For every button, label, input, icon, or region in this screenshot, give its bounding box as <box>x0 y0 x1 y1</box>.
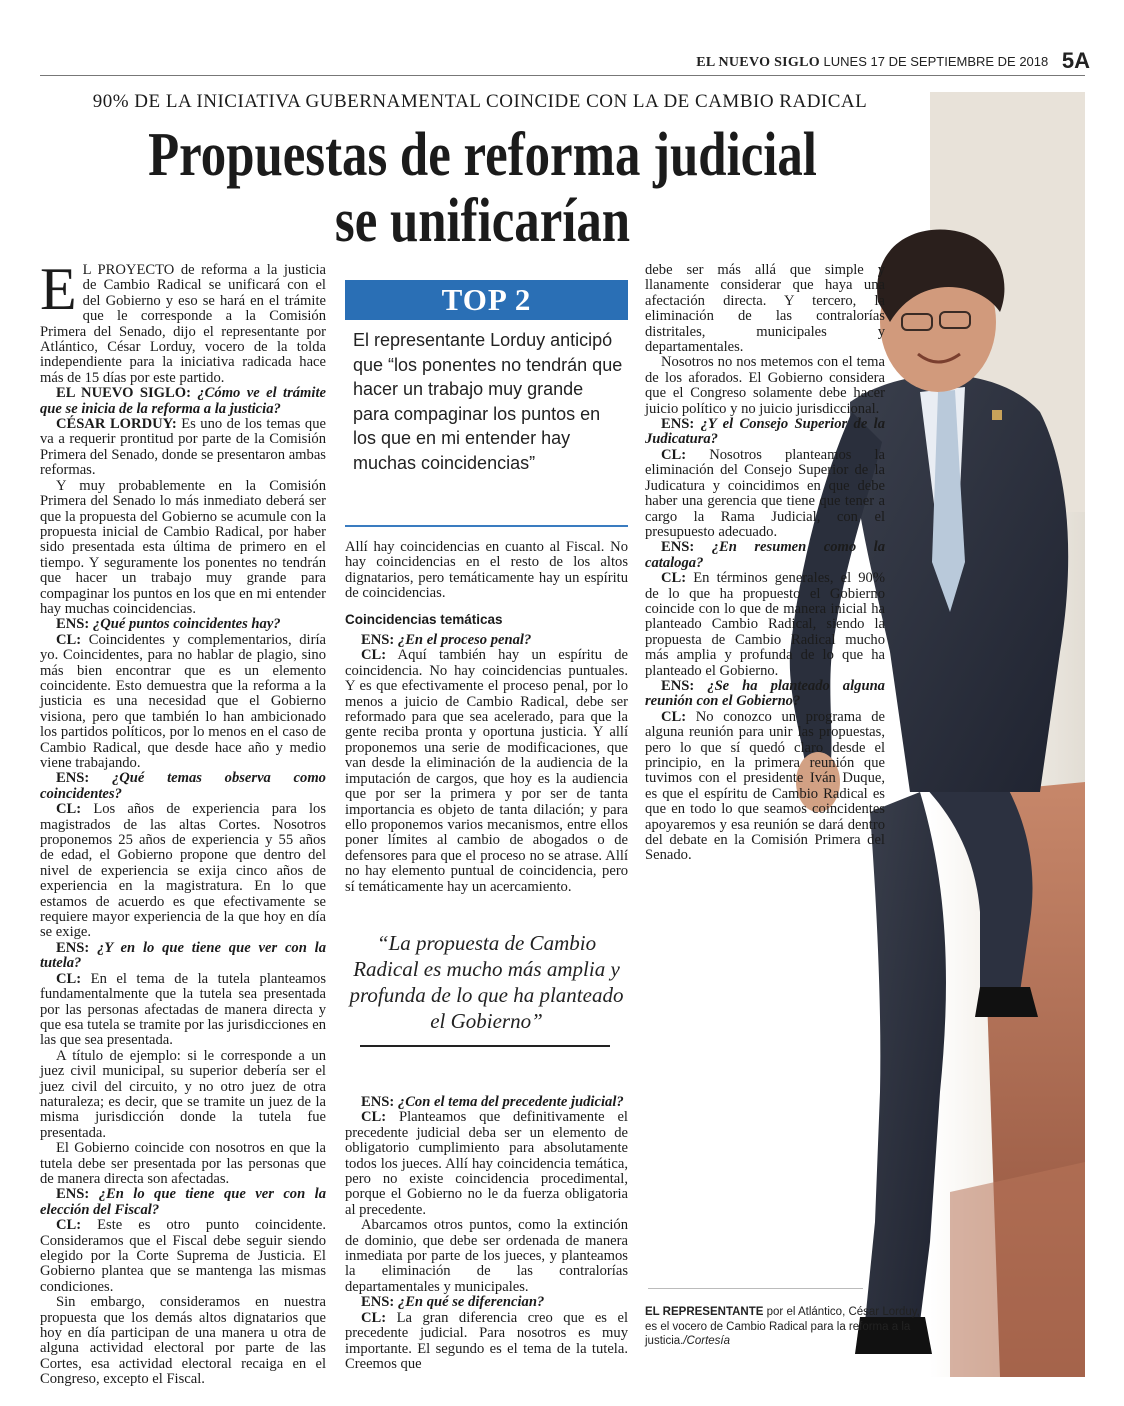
top2-rule <box>345 525 628 527</box>
question: ENS: ¿En lo que tiene que ver con la elección del Fiscal? <box>40 1186 326 1218</box>
paragraph: Nosotros no nos metemos con el tema de los aforados. El Gobierno considera que el Congreso solamente debe hacer juicio político y no juicio jurisdiccional. <box>645 354 885 417</box>
page-number: 5A <box>1061 48 1090 73</box>
header-rule <box>40 75 1085 76</box>
subhead: Coincidencias temáticas <box>345 611 503 627</box>
photo-credit: /Cortesía <box>683 1335 731 1347</box>
headline-line-2: se unificarían <box>334 187 631 255</box>
question: ENS: ¿Y el Consejo Superior de la Judicatura? <box>645 416 885 448</box>
issue-date: LUNES 17 DE SEPTIEMBRE DE 2018 <box>823 54 1049 69</box>
answer: CL: Nosotros planteamos la eliminación del Consejo Superior de la Judicatura y coincidimos en que debe haber una gerencia que tiene que tener a cargo la Rama Judicial, con el presupuesto adecuado. <box>645 446 885 540</box>
masthead <box>400 48 1090 74</box>
answer: CL: La gran diferencia creo que es el precedente judicial. Para nosotros es muy importante. El segundo es el tema de la tutela. Creemos que <box>345 1309 628 1372</box>
question: ENS: ¿Con el tema del precedente judicial? <box>361 1094 624 1110</box>
question: ENS: ¿Se ha planteado alguna reunión con el Gobierno? <box>645 677 885 710</box>
question: ENS: ¿Qué temas observa como coincidentes? <box>40 770 326 802</box>
answer: CL: En términos generales, el 90% de lo que ha propuesto el Gobierno coincide con lo que de manera inicial ha planteado Cambio Radical, siendo la propuesta de Cambio Radical mucho más amplia y profunda de lo que ha planteado el Gobierno. <box>645 570 885 679</box>
question: EL NUEVO SIGLO: ¿Cómo ve el trámite que se inicia de la reforma a la justicia? <box>40 385 326 417</box>
answer: CL: En el tema de la tutela planteamos fundamentalmente que la tutela sea presentada por las personas afectadas de manera directa y que esa tutela se tramite por las jurisdicciones en las que sea presentada. <box>40 970 326 1049</box>
answer: CL: No conozco un programa de alguna reunión para unir las propuestas, pero lo que sí quedó claro desde el principio, en la primera reunión que tuvimos con el presidente Iván Duque, es que el espíritu de Cambio Radical es que en todo lo que seamos coincidentes apoyaremos y esa reunión se dará dentro del debate en la Comisión Primera del Senado. <box>645 708 885 864</box>
question: ENS: ¿En resumen como la cataloga? <box>645 539 885 571</box>
paragraph: Sin embargo, consideramos en nuestra propuesta que los demás altos dignatarios que hoy en día participan de una manera u otra de alguna actividad electoral por parte de las Cortes, esa actividad electoral recaiga en el Congreso, excepto el Fiscal. <box>40 1294 326 1388</box>
kicker: 90% DE LA INICIATIVA GUBERNAMENTAL COINCIDE CON LA DE CAMBIO RADICAL <box>92 91 868 112</box>
caption-rule <box>648 1288 863 1289</box>
question: ENS: ¿Y en lo que tiene que ver con la tutela? <box>40 939 326 972</box>
paragraph: Allí hay coincidencias en cuanto al Fiscal. No hay coincidencias en el resto de los altos dignatarios, pero temáticamente hay un espíritu de coincidencias. <box>345 539 628 602</box>
headline-line-1: Propuestas de reforma judicial <box>148 121 817 189</box>
answer: CL: Planteamos que definitivamente el precedente judicial deba ser un elemento de obligatorio cumplimiento para absolutamente todos los jueces. Allí hay coincidencia temática, pero no existe coincidencia procedimental, porque el Gobierno no le da fuerza obligatoria al precedente. <box>345 1109 628 1218</box>
answer: CL: Este es otro punto coincidente. Consideramos que el Fiscal debe seguir siendo elegido por la Corte Suprema de Justicia. El Gobierno plantea que se mantenga las mismas condiciones. <box>40 1217 326 1295</box>
article-column-1 <box>40 256 327 1388</box>
answer: CL: Los años de experiencia para los magistrados de las altas Cortes. Nosotros proponemos 25 años de experiencia y 55 años de edad, el Gobierno propone que dentro del nivel de experiencia se exija cinco años de experiencia en la magistratura. En lo que estamos de acuerdo es que efectivamente se requiere mayor experiencia de la que hoy en día se exige. <box>40 801 327 941</box>
lead-paragraph: E L PROYECTO de reforma a la justicia de Cambio Radical se unificará con el del Gobierno y eso se hará en el trámite que le corresponde a la Comisión Primera del Senado, dijo el representante por Atlántico, César Lorduy, vocero de la tolda independiente para la iniciativa radicada hace más de 15 días por este partido. <box>40 256 326 386</box>
paragraph: A título de ejemplo: si le corresponde a un juez civil municipal, su superior debería ser el juez civil del circuito, y no otro juez de otra naturaleza; es decir, que se tramite un juez de la misma jurisdicción donde la tutela fue presentada. <box>40 1047 326 1141</box>
answer: CL: Coincidentes y complementarios, diría yo. Coincidentes, para no hablar de plagio, sino más bien encontrar que es un elemento coincidente. Esto demuestra que la reforma a la justicia es una necesidad que el Gobierno visiona, pero que también lo han ambicionado los partidos políticos, por lo menos en el caso de Cambio Radical, que desde hace año y medio viene trabajando. <box>40 631 326 771</box>
photo-caption: EL REPRESENTANTE por el Atlántico, César Lorduy, es el vocero de Cambio Radical para la reforma a la justicia./Cortesía <box>645 1306 920 1347</box>
answer: CL: Aquí también hay un espíritu de coincidencia. No hay coincidencias puntuales. Y es que efectivamente el proceso penal, por lo menos a juicio de Cambio Radical, debe ser reformado para que sea acelerado, para que la gente reciba pronta y oportuna justicia. Y allí proponemos una serie de modificaciones, que van desde la eliminación de la audiencia de la imputación de cargos, que hoy es la audiencia que por ser la primera y por ser de tanta importancia es objeto de tanta dilación; y para ello proponemos varios mecanismos, entre ellos poner límites al cambio de abogados o de defensores para que el proceso no se atrase. Allí no hay elemento puntual de coincidencia, pero sí temáticamente hay un acercamiento. <box>345 647 628 895</box>
question: ENS: ¿En el proceso penal? <box>361 632 532 649</box>
article-column-2-bottom <box>345 1095 628 1372</box>
publication-name: EL NUEVO SIGLO <box>696 55 820 70</box>
drop-cap: E <box>40 256 77 322</box>
top2-body: El representante Lorduy anticipó que “los ponentes no tendrán que hacer un trabajo muy grande para compaginar los puntos en los que en mi entender hay muchas coincidencias” <box>353 330 623 473</box>
answer: CÉSAR LORDUY: Es uno de los temas que va a requerir prontitud por parte de la Comisión Primera del Senado, donde se presentaron ambas reformas. <box>40 416 326 479</box>
paragraph: Y muy probablemente en la Comisión Primera del Senado lo más inmediato deberá ser que la propuesta del Gobierno se acumule con la propuesta inicial de Cambio Radical, por haber sido presentada esta última de primero en el tiempo. Y seguramente los ponentes no tendrán que hacer un trabajo muy grande para compaginar los puntos en los que en mi entender hay muchas coincidencias. <box>40 477 326 617</box>
paragraph: debe ser más allá que simple y llanamente considerar que haya una afectación directa. Y tercero, la eliminación de las contralorías distritales, municipales y departamentales. <box>645 262 885 356</box>
question: ENS: ¿En qué se diferencian? <box>361 1294 545 1311</box>
pull-quote-rule <box>360 1045 610 1047</box>
paragraph: Abarcamos otros puntos, como la extinción de dominio, que debe ser ordenada de manera inmediata por parte de los jueces, y planteamos la eliminación de las contralorías departamentales y municipales. <box>345 1217 628 1295</box>
article-column-3 <box>645 263 885 864</box>
question: ENS: ¿Qué puntos coincidentes hay? <box>56 616 281 633</box>
pull-quote: “La propuesta de Cambio Radical es mucho más amplia y profunda de lo que ha planteado el Gobierno” <box>349 931 624 1033</box>
top2-banner: TOP 2 <box>345 280 628 320</box>
paragraph: El Gobierno coincide con nosotros en que la tutela debe ser presentada por las personas que de manera directa son afectadas. <box>40 1140 326 1187</box>
article-column-2-top <box>345 540 628 895</box>
